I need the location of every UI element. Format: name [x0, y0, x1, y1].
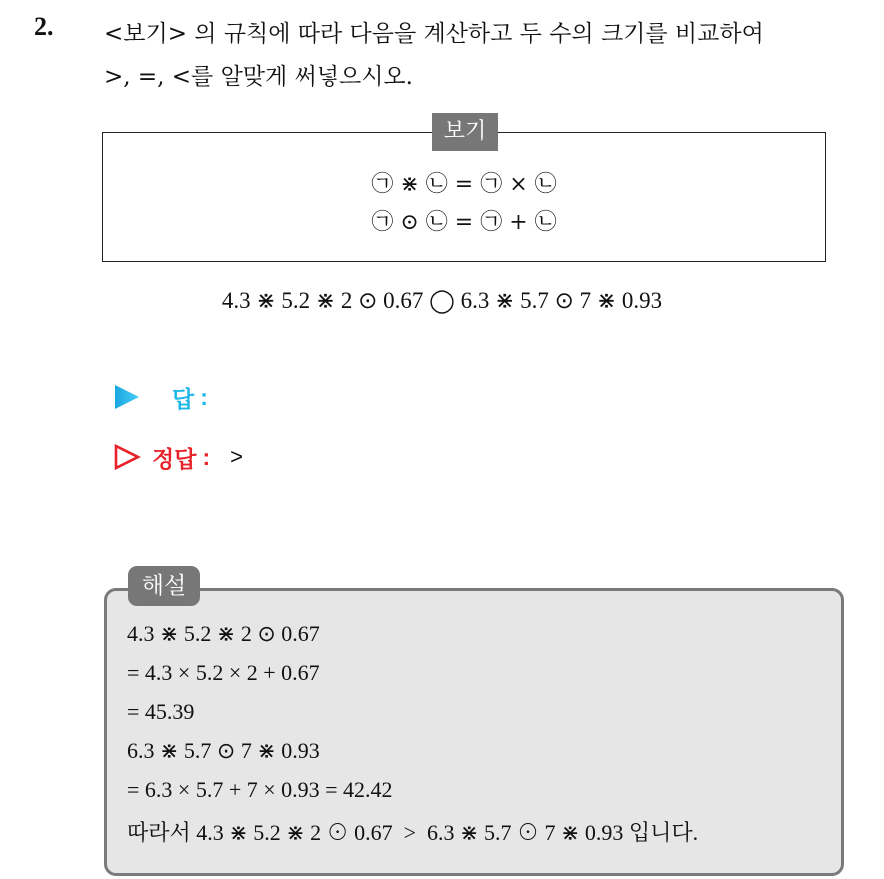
- outline-triangle-icon: [112, 442, 142, 472]
- example-rule-add: ㉠ ⊙ ㉡ = ㉠ + ㉡: [371, 210, 557, 235]
- solution-line: = 45.39: [127, 699, 195, 724]
- example-box: [102, 132, 826, 262]
- answer-row: [112, 380, 208, 414]
- solution-line: 6.3 ⋇ 5.7 ⊙ 7 ⋇ 0.93: [127, 738, 320, 763]
- example-label: 보기: [432, 113, 498, 151]
- solution-conclusion: 따라서 4.3 ⋇ 5.2 ⋇ 2 ⊙ 0.67 > 6.3 ⋇ 5.7 ⊙ 7 ⋇ 0.93 입니다.: [127, 820, 699, 845]
- answer-colon: :: [200, 383, 208, 410]
- solution-box: [104, 588, 844, 876]
- solution-label: 해설: [128, 566, 200, 606]
- solution-line: = 6.3 × 5.7 + 7 × 0.93 = 42.42: [127, 777, 393, 802]
- correct-answer-label: 정답: [152, 445, 197, 472]
- answer-label: 답: [172, 385, 195, 412]
- solution-line: 4.3 ⋇ 5.2 ⋇ 2 ⊙ 0.67: [127, 621, 320, 646]
- problem-expression: 4.3 ⋇ 5.2 ⋇ 2 ⊙ 0.67 ◯ 6.3 ⋇ 5.7 ⊙ 7 ⋇ 0.93: [221, 288, 663, 313]
- filled-triangle-icon: [112, 382, 142, 412]
- question-number: 2.: [34, 12, 54, 41]
- example-rule-multiply: ㉠ ⋇ ㉡ = ㉠ × ㉡: [371, 172, 557, 197]
- correct-answer-value: >: [230, 444, 243, 469]
- question-text: <보기> 의 규칙에 따라 다음을 계산하고 두 수의 크기를 비교하여 >, =, <를 알맞게 써넣으시오.: [104, 21, 764, 90]
- correct-answer-row: [112, 440, 243, 474]
- solution-line: = 4.3 × 5.2 × 2 + 0.67: [127, 660, 320, 685]
- correct-answer-colon: :: [202, 443, 211, 470]
